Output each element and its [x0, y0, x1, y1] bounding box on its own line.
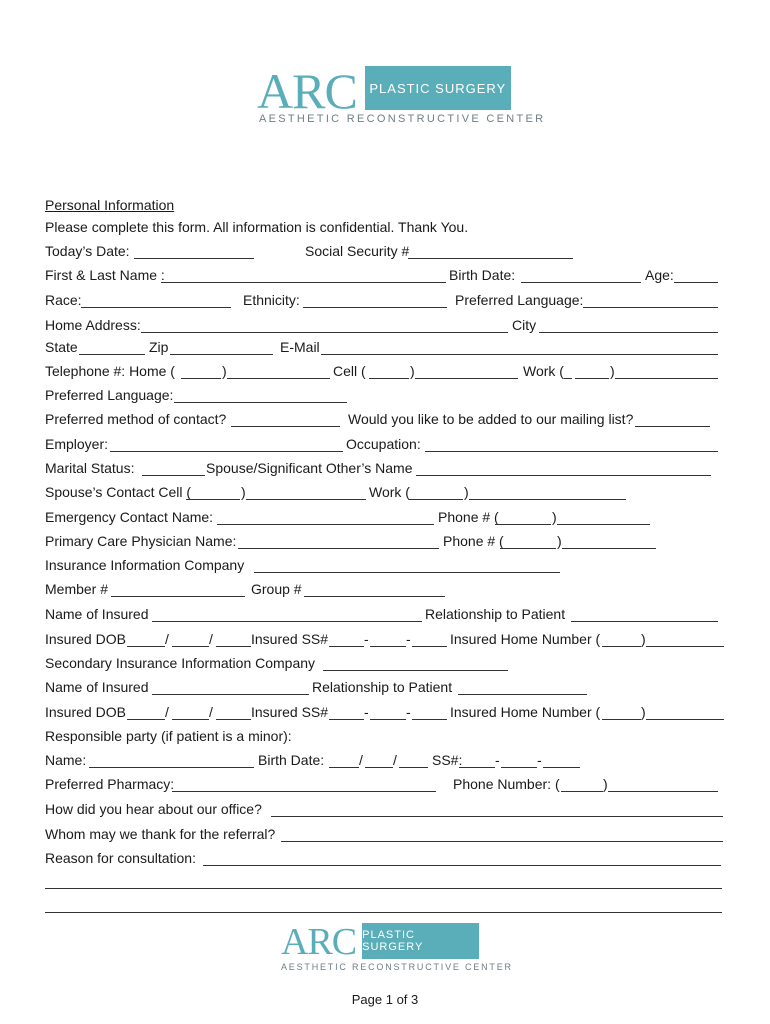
pharmacy-phone-label: Phone Number: (	[453, 776, 560, 792]
logo-wordmark-footer: ARC	[281, 921, 357, 963]
birth-date-field[interactable]	[521, 281, 641, 283]
age-field[interactable]	[674, 281, 718, 283]
name-of-insured-2-field[interactable]	[152, 693, 309, 695]
reason-field-line-3[interactable]	[45, 911, 722, 913]
insured-home-area-field[interactable]	[602, 645, 641, 647]
work-label: Work (_	[523, 363, 572, 379]
hear-about-label: How did you hear about our office?	[45, 801, 262, 817]
relationship-field[interactable]	[571, 620, 718, 622]
pharmacy-area-field[interactable]	[561, 790, 603, 792]
referral-label: Whom may we thank for the referral?	[45, 826, 276, 842]
insured-dob-month[interactable]	[127, 645, 165, 647]
cell-phone-field[interactable]	[415, 377, 518, 379]
responsible-ss-2[interactable]	[501, 766, 537, 768]
preferred-language-2-field[interactable]	[174, 401, 347, 403]
primary-care-label: Primary Care Physician Name:	[45, 533, 237, 549]
responsible-dob-month[interactable]	[329, 766, 359, 768]
insured-dob-2-month[interactable]	[127, 718, 165, 720]
responsible-birth-date-label: Birth Date:	[258, 752, 325, 768]
insured-home-number-field[interactable]	[646, 645, 724, 647]
emergency-area-field[interactable]	[495, 523, 551, 525]
relationship-2-label: Relationship to Patient	[312, 679, 453, 695]
responsible-party-label: Responsible party (if patient is a minor):	[45, 728, 292, 744]
intro-text: Please complete this form. All information is confidential. Thank You.	[45, 219, 469, 235]
first-last-name-field[interactable]	[161, 281, 446, 283]
spouse-work-label: Work (	[369, 484, 410, 500]
primary-care-field[interactable]	[238, 547, 439, 549]
ethnicity-field[interactable]	[303, 306, 447, 308]
mailing-list-label: Would you like to be added to our mailing list?	[348, 411, 634, 427]
page-number: Page 1 of 3	[351, 992, 419, 1007]
insured-ss2-2[interactable]	[370, 718, 406, 720]
member-field[interactable]	[111, 595, 245, 597]
group-label: Group #	[251, 581, 302, 597]
email-field[interactable]	[321, 353, 718, 355]
ssn-label: Social Security #	[305, 243, 410, 259]
emergency-paren: )	[552, 509, 557, 525]
insured-ss-1[interactable]	[329, 645, 364, 647]
group-field[interactable]	[304, 595, 445, 597]
insured-dob-year[interactable]	[216, 645, 251, 647]
logo-box: PLASTIC SURGERY	[365, 66, 511, 110]
insured-ss-3[interactable]	[412, 645, 447, 647]
state-field[interactable]	[79, 353, 145, 355]
city-label: City	[512, 317, 537, 333]
occupation-label: Occupation:	[346, 436, 421, 452]
hear-about-field[interactable]	[271, 815, 723, 817]
referral-field[interactable]	[281, 840, 723, 842]
clinic-logo-footer	[281, 923, 479, 961]
home-address-field[interactable]	[141, 331, 508, 333]
marital-status-field[interactable]	[142, 474, 205, 476]
primary-care-phone-field[interactable]	[562, 547, 656, 549]
age-label: Age:	[645, 267, 674, 283]
preferred-language-2-label: Preferred Language:	[45, 387, 174, 403]
race-label: Race:	[45, 292, 82, 308]
relationship-label: Relationship to Patient	[425, 606, 566, 622]
responsible-ss-3[interactable]	[543, 766, 580, 768]
insured-dob-2-label: Insured DOB	[45, 704, 126, 720]
preferred-language-label: Preferred Language:	[455, 292, 584, 308]
preferred-pharmacy-field[interactable]	[172, 790, 436, 792]
responsible-dob-day[interactable]	[365, 766, 393, 768]
insured-home-area-2-field[interactable]	[602, 718, 641, 720]
cell-paren: )	[410, 363, 415, 379]
emergency-contact-field[interactable]	[217, 523, 434, 525]
insured-dob-2-day[interactable]	[172, 718, 209, 720]
employer-label: Employer:	[45, 436, 109, 452]
primary-care-paren: )	[557, 533, 562, 549]
home-phone-field[interactable]	[227, 377, 330, 379]
spouse-cell-area-field[interactable]	[186, 498, 240, 500]
spouse-work-field[interactable]	[469, 498, 626, 500]
reason-label: Reason for consultation:	[45, 850, 196, 866]
responsible-ss-1[interactable]	[459, 766, 495, 768]
marital-status-label: Marital Status:	[45, 460, 135, 476]
spouse-name-field[interactable]	[416, 474, 711, 476]
preferred-pharmacy-label: Preferred Pharmacy:	[45, 776, 175, 792]
insured-ss2-3[interactable]	[412, 718, 447, 720]
work-paren: )	[610, 363, 615, 379]
preferred-contact-field[interactable]	[231, 425, 340, 427]
email-label: E-Mail	[280, 339, 320, 355]
logo-box-footer: PLASTIC SURGERY	[362, 923, 479, 959]
insured-ss-2-label: Insured SS#	[251, 704, 329, 720]
responsible-name-field[interactable]	[89, 766, 254, 768]
primary-care-phone-label: Phone # (	[443, 533, 504, 549]
emergency-contact-label: Emergency Contact Name:	[45, 509, 214, 525]
spouse-work-area-field[interactable]	[409, 498, 463, 500]
occupation-field[interactable]	[425, 450, 718, 452]
cell-area-code-field[interactable]	[369, 377, 409, 379]
city-field[interactable]	[539, 331, 718, 333]
reason-field-line-2[interactable]	[45, 887, 722, 889]
insured-dob-2-year[interactable]	[216, 718, 251, 720]
name-of-insured-field[interactable]	[152, 620, 422, 622]
insured-home-number-label: Insured Home Number (	[450, 631, 601, 647]
logo-tagline-footer: AESTHETIC RECONSTRUCTIVE CENTER	[281, 962, 513, 972]
insured-ss-2[interactable]	[370, 645, 406, 647]
insured-ss-label: Insured SS#	[251, 631, 329, 647]
insured-dob-day[interactable]	[172, 645, 209, 647]
pharmacy-phone-field[interactable]	[608, 790, 718, 792]
work-area-code-field[interactable]	[575, 377, 609, 379]
logo-wordmark: ARC	[257, 63, 357, 119]
preferred-language-field[interactable]	[583, 306, 718, 308]
name-of-insured-label: Name of Insured	[45, 606, 149, 622]
spouse-name-label: Spouse/Significant Other’s Name	[206, 460, 413, 476]
responsible-dob-year[interactable]	[399, 766, 428, 768]
insured-dob-label: Insured DOB	[45, 631, 126, 647]
insured-home-number-2-field[interactable]	[646, 718, 724, 720]
preferred-contact-label: Preferred method of contact?	[45, 411, 227, 427]
ssn-field[interactable]	[408, 257, 573, 259]
cell-label: Cell (	[333, 363, 366, 379]
spouse-cell-paren: )	[241, 484, 246, 500]
race-field[interactable]	[81, 306, 231, 308]
todays-date-field[interactable]	[134, 257, 254, 259]
clinic-logo	[257, 63, 511, 119]
todays-date-label: Today’s Date:	[45, 243, 130, 259]
zip-label: Zip	[149, 339, 169, 355]
work-phone-field[interactable]	[615, 377, 718, 379]
zip-field[interactable]	[170, 353, 273, 355]
spouse-work-paren: )	[464, 484, 469, 500]
relationship-2-field[interactable]	[458, 693, 587, 695]
insurance-company-field[interactable]	[254, 571, 560, 573]
insured-home-number-2-label: Insured Home Number (	[450, 704, 601, 720]
home-area-code-field[interactable]	[181, 377, 221, 379]
spouse-contact-label: Spouse’s Contact Cell (	[45, 484, 192, 500]
birth-date-label: Birth Date:	[449, 267, 516, 283]
home-address-label: Home Address:	[45, 317, 141, 333]
home-paren: )	[222, 363, 227, 379]
reason-field[interactable]	[203, 864, 721, 866]
emergency-phone-label: Phone # (	[438, 509, 499, 525]
ethnicity-label: Ethnicity:	[243, 292, 300, 308]
member-label: Member #	[45, 581, 109, 597]
insured-ss2-1[interactable]	[329, 718, 364, 720]
telephone-home-label: Telephone #: Home (	[45, 363, 175, 379]
insurance-company-label: Insurance Information Company	[45, 557, 245, 573]
spouse-cell-field[interactable]	[246, 498, 366, 500]
state-label: State	[45, 339, 78, 355]
section-title: Personal Information	[45, 197, 175, 213]
secondary-insurance-field[interactable]	[323, 669, 508, 671]
emergency-phone-field[interactable]	[557, 523, 650, 525]
responsible-ss-label: SS#:	[432, 752, 463, 768]
responsible-name-label: Name:	[45, 752, 87, 768]
name-of-insured-2-label: Name of Insured	[45, 679, 149, 695]
first-last-name-label: First & Last Name :	[45, 267, 165, 283]
secondary-insurance-label: Secondary Insurance Information Company	[45, 655, 316, 671]
mailing-list-field[interactable]	[635, 425, 710, 427]
employer-field[interactable]	[110, 450, 343, 452]
primary-care-area-field[interactable]	[500, 547, 556, 549]
logo-tagline: AESTHETIC RECONSTRUCTIVE CENTER	[259, 113, 546, 125]
